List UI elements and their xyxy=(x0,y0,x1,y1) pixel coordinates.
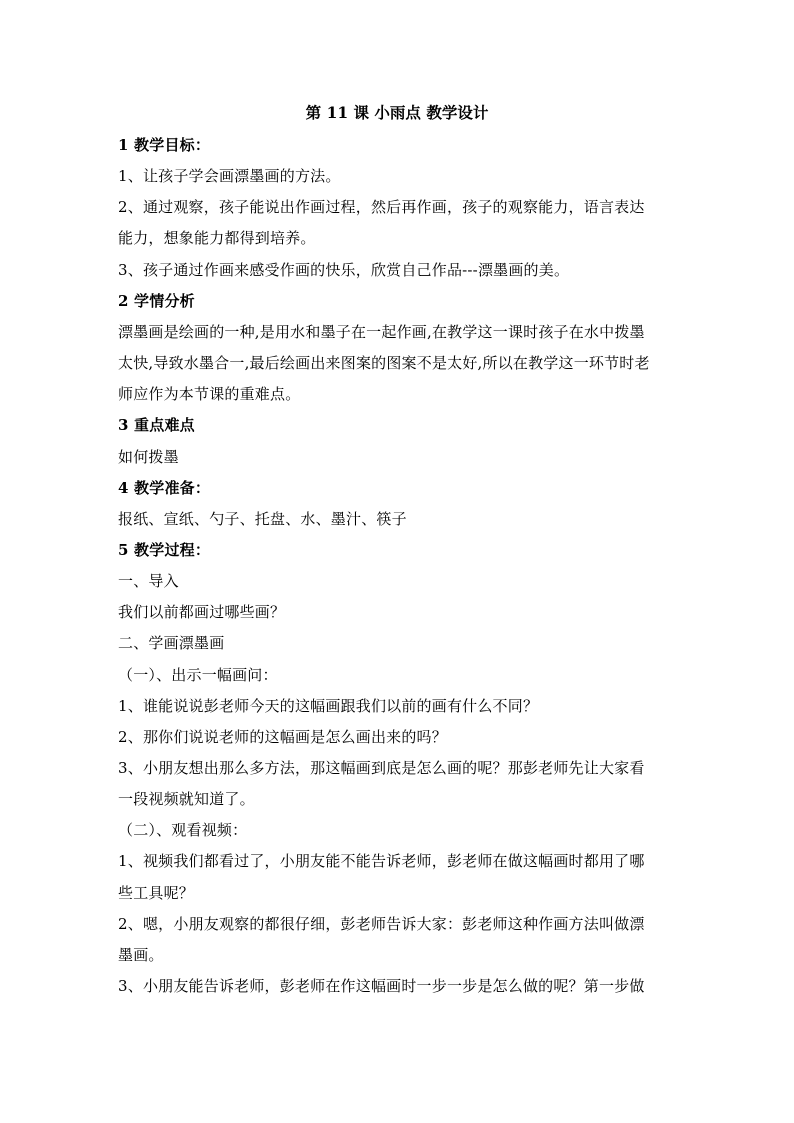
body-line: 师应作为本节课的重难点。 xyxy=(118,385,301,403)
body-line: 墨画。 xyxy=(118,946,164,964)
body-line: 3、小朋友能告诉老师，彭老师在作这幅画时一步一步是怎么做的呢？第一步做 xyxy=(118,977,645,995)
section-heading: 2 学情分析 xyxy=(118,292,195,310)
body-line: 2、通过观察，孩子能说出作画过程，然后再作画，孩子的观察能力，语言表达 xyxy=(118,198,645,216)
body-line: 1、视频我们都看过了，小朋友能不能告诉老师，彭老师在做这幅画时都用了哪 xyxy=(118,852,645,870)
body-line: （二）、观看视频： xyxy=(118,821,248,839)
section-heading: 3 重点难点 xyxy=(118,416,195,434)
body-line: 1、让孩子学会画漂墨画的方法。 xyxy=(118,167,341,185)
body-line: 我们以前都画过哪些画？ xyxy=(118,603,286,621)
section-heading: 5 教学过程： xyxy=(118,541,211,559)
body-line: 3、孩子通过作画来感受作画的快乐，欣赏自己作品---漂墨画的美。 xyxy=(118,261,570,279)
body-line: （一）、出示一幅画问： xyxy=(118,666,278,684)
body-line: 2、嗯，小朋友观察的都很仔细，彭老师告诉大家：彭老师这种作画方法叫做漂 xyxy=(118,915,645,933)
body-line: 报纸、宣纸、勺子、托盘、水、墨汁、筷子 xyxy=(118,510,407,528)
body-line: 一段视频就知道了。 xyxy=(118,790,255,808)
section-heading: 4 教学准备： xyxy=(118,479,211,497)
body-line: 太快,导致水墨合一,最后绘画出来图案的图案不是太好,所以在教学这一环节时老 xyxy=(118,354,650,372)
body-line: 2、那你们说说老师的这幅画是怎么画出来的吗？ xyxy=(118,728,447,746)
body-line: 些工具呢？ xyxy=(118,884,195,902)
body-line: 二、学画漂墨画 xyxy=(118,634,225,652)
document-title: 第 11 课 小雨点 教学设计 xyxy=(305,103,489,122)
body-line: 一、导入 xyxy=(118,572,179,590)
body-line: 1、谁能说说彭老师今天的这幅画跟我们以前的画有什么不同？ xyxy=(118,697,539,715)
body-line: 如何拨墨 xyxy=(118,448,179,466)
body-line: 3、小朋友想出那么多方法，那这幅画到底是怎么画的呢？那彭老师先让大家看 xyxy=(118,759,645,777)
body-line: 漂墨画是绘画的一种,是用水和墨子在一起作画,在教学这一课时孩子在水中拨墨 xyxy=(118,323,645,341)
section-heading: 1 教学目标： xyxy=(118,136,211,154)
body-line: 能力，想象能力都得到培养。 xyxy=(118,229,316,247)
